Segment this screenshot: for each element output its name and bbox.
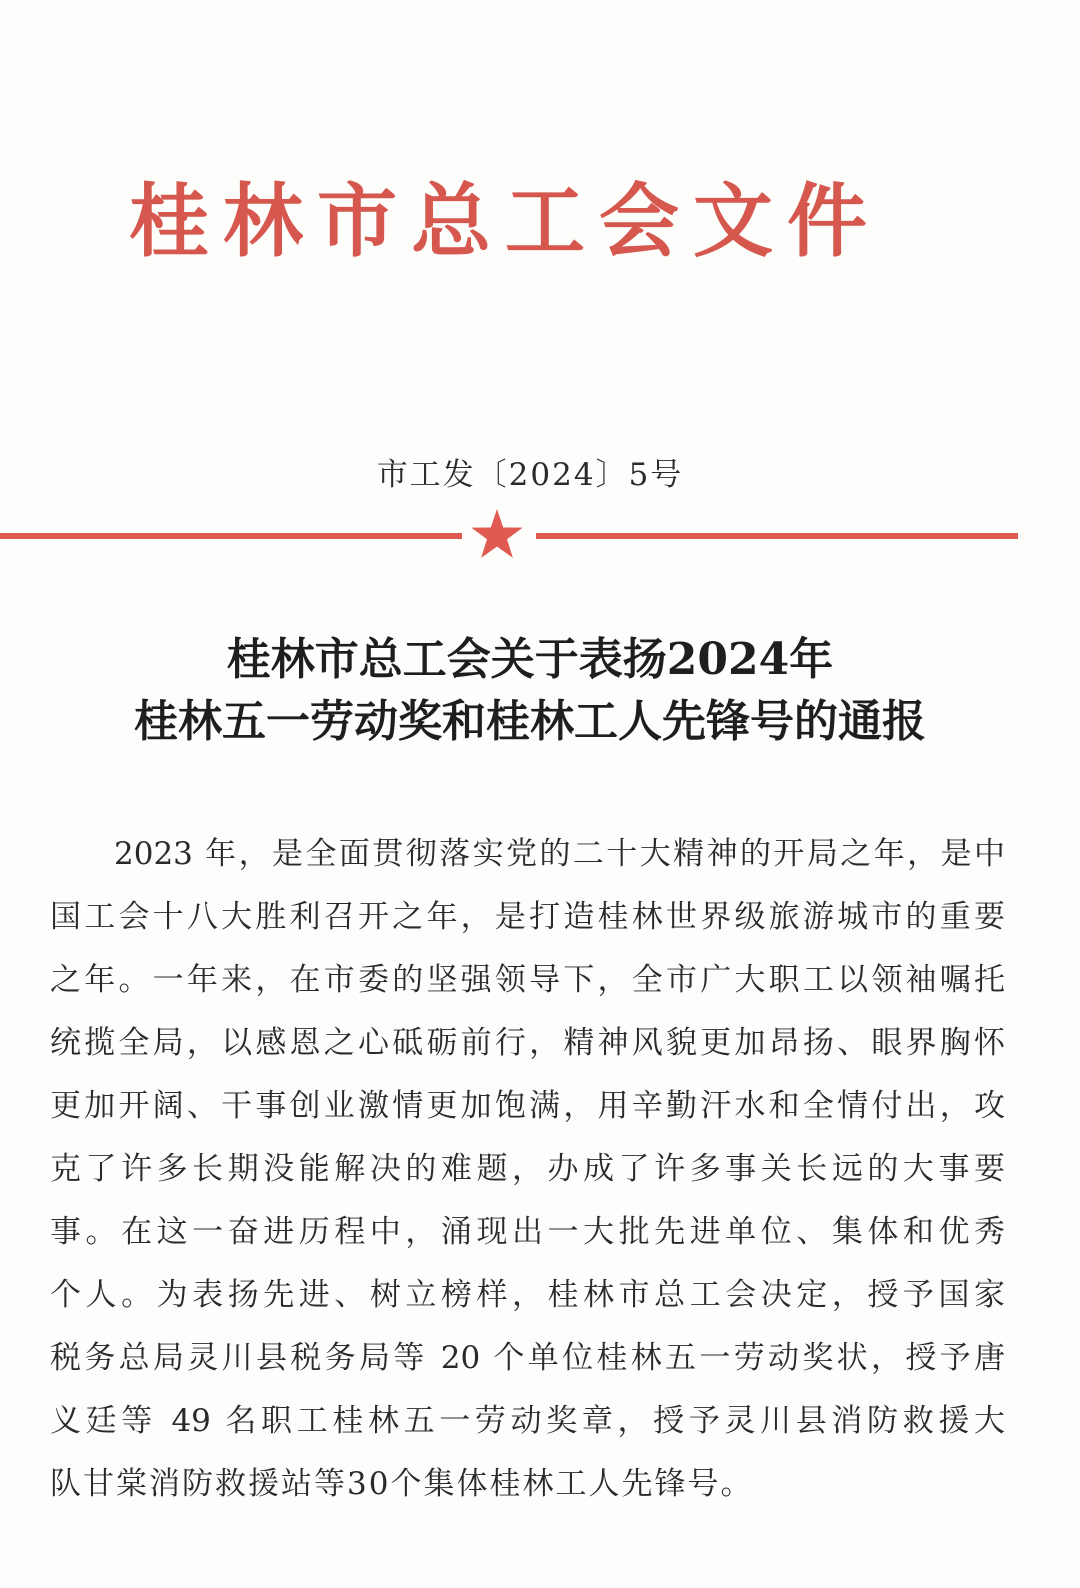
divider-line-left — [0, 533, 462, 539]
body-line: 2023 年，是全面贯彻落实党的二十大精神的开局之年，是中 — [114, 836, 1005, 872]
body-line: 之年。一年来，在市委的坚强领导下，全市广大职工以领袖嘱托 — [50, 962, 1005, 998]
notice-title-line-2: 桂林五一劳动奖和桂林工人先锋号的通报 — [134, 696, 926, 747]
document-header-title: 桂林市总工会文件 — [129, 176, 881, 268]
body-line: 国工会十八大胜利召开之年，是打造桂林世界级旅游城市的重要 — [50, 899, 1005, 935]
body-line: 克了许多长期没能解决的难题，办成了许多事关长远的大事要 — [50, 1151, 1005, 1187]
body-line: 税务总局灵川县税务局等 20 个单位桂林五一劳动奖状，授予唐 — [50, 1340, 1005, 1376]
notice-title-line-1: 桂林市总工会关于表扬2024年 — [226, 634, 834, 685]
star-icon — [471, 509, 522, 558]
document-number: 市工发〔2024〕5号 — [376, 457, 684, 493]
body-line: 队甘棠消防救援站等30个集体桂林工人先锋号。 — [50, 1466, 754, 1502]
divider-graphic — [0, 503, 1080, 565]
body-line: 统揽全局，以感恩之心砥砺前行，精神风貌更加昂扬、眼界胸怀 — [50, 1025, 1005, 1061]
notice-body — [50, 823, 1005, 1516]
body-line: 义廷等 49 名职工桂林五一劳动奖章，授予灵川县消防救援大 — [50, 1403, 1005, 1439]
notice-title — [0, 629, 1060, 753]
divider-line-right — [536, 533, 1018, 539]
red-divider — [0, 503, 1080, 565]
body-line: 事。在这一奋进历程中，涌现出一大批先进单位、集体和优秀 — [50, 1214, 1005, 1250]
body-line: 更加开阔、干事创业激情更加饱满，用辛勤汗水和全情付出，攻 — [50, 1088, 1005, 1124]
body-line: 个人。为表扬先进、树立榜样，桂林市总工会决定，授予国家 — [50, 1277, 1005, 1313]
